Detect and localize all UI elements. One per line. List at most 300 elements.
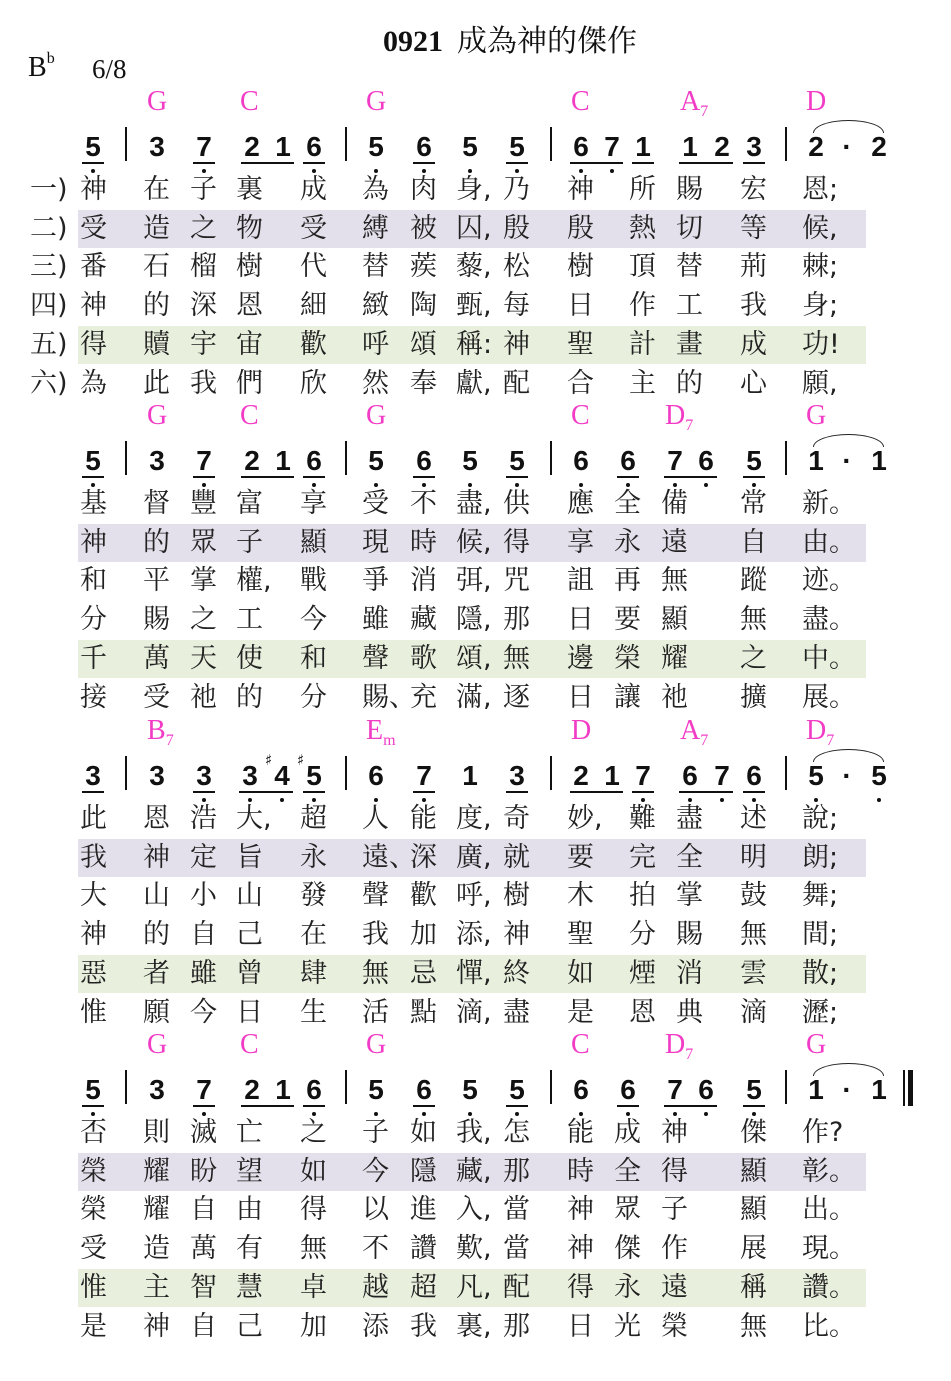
- lyric-syllable: 所: [629, 174, 656, 205]
- barline: [550, 756, 552, 790]
- lyric-syllable: 歡: [300, 328, 327, 360]
- hymn-name: 成為神的傑作: [457, 24, 637, 59]
- lyric-syllable: 己: [236, 919, 263, 951]
- lyric-syllable: 富: [236, 488, 263, 519]
- lyric-syllable: 如: [567, 957, 594, 989]
- lyric-syllable: 樹: [503, 880, 530, 912]
- octave-dot-below: [626, 483, 630, 487]
- chord-symbol: [571, 88, 590, 116]
- lyric-syllable: 恩: [236, 290, 263, 322]
- lyric-syllable: 神: [80, 526, 107, 558]
- lyric-syllable: 稱: [740, 1271, 767, 1303]
- note: 3: [242, 760, 258, 791]
- lyric-syllable: 拍: [629, 880, 656, 912]
- lyric-syllable: 凡,: [456, 1271, 492, 1303]
- lyric-syllable: 分: [80, 604, 107, 636]
- lyric-syllable: 石: [143, 251, 170, 283]
- note: 7: [196, 445, 212, 476]
- lyric-syllable: 萬: [143, 642, 170, 674]
- lyric-syllable: 陶: [410, 290, 437, 322]
- barline: [550, 441, 552, 475]
- lyric-syllable: 迹。: [802, 565, 856, 597]
- chord-symbol: [366, 715, 396, 749]
- lyric-syllable: 神: [567, 1233, 594, 1265]
- lyric-syllable: 基: [80, 488, 107, 519]
- octave-dot-below: [374, 169, 378, 173]
- lyric-syllable: 奇: [503, 803, 530, 834]
- lyric-syllable: 望: [236, 1155, 263, 1187]
- barline: [125, 1070, 127, 1104]
- note: 7: [416, 760, 432, 791]
- lyric-syllable: 恩: [629, 996, 656, 1028]
- octave-dot-below: [312, 1112, 316, 1116]
- lyric-syllable: 添: [362, 1310, 389, 1342]
- lyric-syllable: 有: [236, 1233, 263, 1265]
- lyric-syllable: 神: [567, 174, 594, 205]
- lyric-syllable: 滿,: [456, 681, 492, 713]
- lyric-syllable: 受: [80, 1233, 107, 1265]
- note: 5: [462, 445, 478, 476]
- lyric-syllable: 添,: [456, 919, 492, 951]
- note: 1: [871, 1074, 887, 1105]
- lyric-syllable: 祂: [190, 681, 217, 713]
- chord-root: D: [806, 86, 827, 117]
- lyric-syllable: 神: [80, 290, 107, 322]
- lyric-syllable: 欣: [300, 367, 327, 399]
- lyric-syllable: 耀: [661, 642, 688, 674]
- note: 6: [416, 131, 432, 162]
- lyric-syllable: 子: [362, 1117, 389, 1148]
- lyric-syllable: 之: [740, 642, 767, 674]
- sharp-sign: ♯: [265, 751, 273, 769]
- lyric-syllable: 不: [362, 1233, 389, 1265]
- lyric-syllable: 朗;: [802, 841, 839, 873]
- lyric-syllable: 奉: [410, 367, 437, 399]
- lyric-syllable: 榮: [80, 1155, 107, 1187]
- octave-dot-below: [202, 798, 206, 802]
- lyric-syllable: 被: [410, 212, 437, 244]
- barline: [345, 756, 347, 790]
- lyric-syllable: 超: [410, 1271, 437, 1303]
- note: 6: [573, 131, 589, 162]
- lyric-syllable: 者: [143, 957, 170, 989]
- chord-symbol: [680, 86, 709, 120]
- lyric-syllable: 獻,: [456, 367, 492, 399]
- eighth-underline: [617, 476, 639, 478]
- chord-quality: 7: [685, 1046, 694, 1063]
- lyric-syllable: 惟: [80, 996, 107, 1028]
- chord-symbol: [147, 88, 167, 116]
- lyric-syllable: 賜、: [362, 681, 416, 713]
- lyric-syllable: 享: [567, 526, 594, 558]
- octave-dot-below: [422, 1112, 426, 1116]
- octave-dot-below: [468, 483, 472, 487]
- octave-dot-below: [312, 169, 316, 173]
- lyric-syllable: 加: [300, 1310, 327, 1342]
- chord-symbol: [680, 715, 709, 749]
- chord-root: G: [147, 1029, 168, 1060]
- lyric-syllable: 彰。: [802, 1155, 856, 1187]
- lyric-syllable: 滴,: [456, 996, 492, 1028]
- note: 5: [368, 445, 384, 476]
- lyric-syllable: 萬: [190, 1233, 217, 1265]
- lyric-syllable: 受: [300, 212, 327, 244]
- chord-root: C: [571, 1029, 590, 1060]
- lyric-syllable: 那: [503, 604, 530, 636]
- beam-underline: [664, 476, 717, 478]
- lyric-syllable: 替: [676, 251, 703, 283]
- note: 5: [746, 445, 762, 476]
- lyric-syllable: 天: [190, 642, 217, 674]
- lyric-syllable: 神: [143, 841, 170, 873]
- lyric-syllable: 榴: [190, 251, 217, 283]
- lyric-syllable: 平: [143, 565, 170, 597]
- lyric-syllable: 難: [629, 803, 656, 834]
- eighth-underline: [743, 162, 765, 164]
- lyric-syllable: 消: [410, 565, 437, 597]
- lyric-syllable: 無: [362, 957, 389, 989]
- lyric-syllable: 進: [410, 1194, 437, 1226]
- lyric-syllable: 擴: [740, 681, 767, 713]
- final-barline-thin: [903, 1070, 905, 1106]
- eighth-underline: [303, 791, 325, 793]
- chord-symbol: [240, 1031, 259, 1059]
- chord-root: A: [680, 715, 701, 746]
- lyric-syllable: 然: [362, 367, 389, 399]
- lyric-syllable: 掌: [190, 565, 217, 597]
- lyric-syllable: 典: [676, 996, 703, 1028]
- lyric-syllable: 縛: [362, 212, 389, 244]
- chord-root: G: [806, 400, 827, 431]
- lyric-syllable: 督: [143, 488, 170, 519]
- lyric-syllable: 小: [190, 880, 217, 912]
- lyric-syllable: 在: [300, 919, 327, 951]
- eighth-underline: [303, 1105, 325, 1107]
- lyric-syllable: 煙: [629, 957, 656, 989]
- lyric-syllable: 的: [143, 919, 170, 951]
- eighth-underline: [82, 791, 104, 793]
- note: 6: [698, 445, 714, 476]
- tie-arc: [813, 434, 884, 447]
- lyric-syllable: 受: [143, 681, 170, 713]
- lyric-syllable: 無: [740, 919, 767, 951]
- lyric-syllable: 述: [740, 803, 767, 834]
- lyric-syllable: 永: [614, 526, 641, 558]
- lyric-syllable: 日: [567, 681, 594, 713]
- lyric-syllable: 頌: [410, 328, 437, 360]
- lyric-syllable: 神: [503, 328, 530, 360]
- lyric-syllable: 時: [567, 1155, 594, 1187]
- lyric-syllable: 就: [503, 841, 530, 873]
- lyric-syllable: 雲: [740, 957, 767, 989]
- lyric-syllable: 此: [80, 803, 107, 834]
- octave-dot-below: [610, 169, 614, 173]
- beam-underline: [679, 162, 733, 164]
- lyric-syllable: 的: [676, 367, 703, 399]
- eighth-underline: [506, 476, 528, 478]
- lyric-syllable: 受: [80, 212, 107, 244]
- lyric-syllable: 讚: [410, 1233, 437, 1265]
- lyric-syllable: 能: [410, 803, 437, 834]
- eighth-underline: [506, 162, 528, 164]
- lyric-syllable: 遠、: [362, 841, 416, 873]
- barline: [550, 1070, 552, 1104]
- lyric-syllable: 是: [80, 1310, 107, 1342]
- eighth-underline: [82, 476, 104, 478]
- lyric-syllable: 如: [300, 1155, 327, 1187]
- note: 1: [808, 445, 824, 476]
- lyric-syllable: 全: [614, 1155, 641, 1187]
- octave-dot-below: [688, 798, 692, 802]
- chord-symbol: [147, 402, 167, 430]
- lyric-syllable: 配: [503, 367, 530, 399]
- hymn-title: [0, 16, 951, 60]
- lyric-syllable: 時: [410, 526, 437, 558]
- lyric-syllable: 要: [567, 841, 594, 873]
- lyric-syllable: 要: [614, 604, 641, 636]
- lyric-syllable: 贖: [143, 328, 170, 360]
- lyric-syllable: 今: [190, 996, 217, 1028]
- octave-dot-below: [422, 798, 426, 802]
- chord-quality: 7: [685, 417, 694, 434]
- eighth-underline: [82, 1105, 104, 1107]
- lyric-syllable: 榮: [614, 642, 641, 674]
- octave-dot-below: [468, 169, 472, 173]
- note: 1: [604, 760, 620, 791]
- note: 7: [714, 760, 730, 791]
- lyric-syllable: 爭: [362, 565, 389, 597]
- lyric-syllable: 為: [362, 174, 389, 205]
- lyric-syllable: 子: [236, 526, 263, 558]
- note: 2: [244, 131, 260, 162]
- lyric-syllable: 聖: [567, 919, 594, 951]
- lyric-syllable: 遠: [661, 526, 688, 558]
- hymn-number: 0921: [383, 25, 443, 58]
- lyric-syllable: 替: [362, 251, 389, 283]
- eighth-underline: [193, 791, 215, 793]
- octave-dot-below: [202, 1112, 206, 1116]
- barline: [345, 127, 347, 161]
- note: 7: [196, 131, 212, 162]
- lyric-syllable: 如: [410, 1117, 437, 1148]
- note: 5: [85, 445, 101, 476]
- lyric-syllable: 作: [661, 1233, 688, 1265]
- eighth-underline: [193, 1105, 215, 1107]
- lyric-syllable: 蒺: [410, 251, 437, 283]
- octave-dot-below: [91, 1112, 95, 1116]
- lyric-syllable: 頌,: [456, 642, 492, 674]
- lyric-syllable: 人: [362, 803, 389, 834]
- note: 6: [573, 445, 589, 476]
- octave-dot-below: [202, 169, 206, 173]
- lyric-syllable: 歡: [410, 880, 437, 912]
- lyric-syllable: 全: [676, 841, 703, 873]
- lyric-syllable: 滴: [740, 996, 767, 1028]
- lyric-syllable: 聲: [362, 642, 389, 674]
- octave-dot-below: [704, 483, 708, 487]
- eighth-underline: [617, 1105, 639, 1107]
- chord-root: A: [680, 86, 701, 117]
- note: 3: [509, 760, 525, 791]
- beam-underline: [241, 1105, 294, 1107]
- lyric-syllable: 合: [567, 367, 594, 399]
- chord-root: G: [147, 400, 168, 431]
- lyric-syllable: 囚,: [456, 212, 492, 244]
- lyric-syllable: 成: [740, 328, 767, 360]
- note: 5: [509, 131, 525, 162]
- lyric-syllable: 智: [190, 1271, 217, 1303]
- lyric-syllable: 中。: [802, 642, 856, 674]
- lyric-syllable: 頂: [629, 251, 656, 283]
- note: 5: [509, 445, 525, 476]
- lyric-syllable: 裏: [236, 174, 263, 205]
- eighth-underline: [413, 162, 435, 164]
- tie-arc: [813, 749, 884, 762]
- octave-dot-below: [579, 1112, 583, 1116]
- note: 7: [196, 1074, 212, 1105]
- octave-dot-below: [312, 798, 316, 802]
- lyric-syllable: 造: [143, 1233, 170, 1265]
- lyric-syllable: 出。: [802, 1194, 856, 1226]
- lyric-syllable: 遠: [661, 1271, 688, 1303]
- lyric-syllable: 豐: [190, 488, 217, 519]
- lyric-syllable: 恩: [143, 803, 170, 834]
- octave-dot-below: [91, 169, 95, 173]
- lyric-syllable: 我,: [456, 1117, 492, 1148]
- lyric-syllable: 之: [300, 1117, 327, 1148]
- lyric-syllable: 深: [410, 841, 437, 873]
- note: 3: [149, 445, 165, 476]
- lyric-syllable: 樹: [567, 251, 594, 283]
- lyric-syllable: 之: [190, 212, 217, 244]
- note: 5: [462, 1074, 478, 1105]
- note: 2: [244, 1074, 260, 1105]
- lyric-syllable: 卓: [300, 1271, 327, 1303]
- lyric-syllable: 當: [503, 1233, 530, 1265]
- octave-dot-below: [752, 483, 756, 487]
- octave-dot-below: [626, 1112, 630, 1116]
- chord-quality: 7: [165, 732, 174, 749]
- octave-dot-below: [752, 1112, 756, 1116]
- eighth-underline: [82, 162, 104, 164]
- note: 1: [462, 760, 478, 791]
- note: 1: [275, 445, 291, 476]
- lyric-syllable: 活: [362, 996, 389, 1028]
- lyric-syllable: 的: [143, 290, 170, 322]
- final-barline-thick: [908, 1070, 913, 1106]
- chord-symbol: [366, 88, 386, 116]
- lyric-syllable: 得: [661, 1155, 688, 1187]
- lyric-syllable: 造: [143, 212, 170, 244]
- note: 6: [573, 1074, 589, 1105]
- lyric-syllable: 日: [567, 290, 594, 322]
- lyric-syllable: 永: [300, 841, 327, 873]
- key-accidental: b: [46, 50, 55, 67]
- octave-dot-below: [673, 1112, 677, 1116]
- lyric-syllable: 今: [300, 604, 327, 636]
- lyric-syllable: 接: [80, 681, 107, 713]
- lyric-syllable: 傑: [740, 1117, 767, 1148]
- lyric-syllable: 廣,: [456, 841, 492, 873]
- eighth-underline: [193, 162, 215, 164]
- note: 6: [746, 760, 762, 791]
- lyric-syllable: 主: [143, 1271, 170, 1303]
- note: 2: [871, 131, 887, 162]
- note: 6: [620, 1074, 636, 1105]
- lyric-syllable: 今: [362, 1155, 389, 1187]
- chord-root: D: [806, 715, 827, 746]
- lyric-syllable: 顯: [661, 604, 688, 636]
- lyric-syllable: 深: [190, 290, 217, 322]
- chord-symbol: [806, 715, 835, 749]
- eighth-underline: [303, 162, 325, 164]
- lyric-syllable: 現。: [802, 1233, 856, 1265]
- chord-symbol: [571, 717, 591, 745]
- chord-symbol: [806, 402, 826, 430]
- lyric-syllable: 宙: [236, 328, 263, 360]
- chord-symbol: [147, 715, 174, 749]
- chord-root: G: [147, 86, 168, 117]
- note: 6: [416, 1074, 432, 1105]
- lyric-syllable: 緻: [362, 290, 389, 322]
- lyric-syllable: 加: [410, 919, 437, 951]
- lyric-syllable: 顯: [740, 1155, 767, 1187]
- octave-dot-below: [720, 798, 724, 802]
- chord-root: G: [366, 1029, 387, 1060]
- chord-quality: 7: [700, 103, 709, 120]
- octave-dot-below: [280, 798, 284, 802]
- barline: [785, 441, 787, 475]
- note: 5: [509, 1074, 525, 1105]
- octave-dot-below: [641, 798, 645, 802]
- note: 7: [667, 1074, 683, 1105]
- lyric-syllable: 代: [300, 251, 327, 283]
- lyric-syllable: 子: [190, 174, 217, 205]
- lyric-syllable: 作: [629, 290, 656, 322]
- chord-root: C: [240, 400, 259, 431]
- chord-root: E: [366, 715, 384, 746]
- chord-symbol: [366, 402, 386, 430]
- lyric-syllable: 間;: [802, 919, 839, 951]
- lyric-syllable: 工: [676, 290, 703, 322]
- lyric-syllable: 熱: [629, 212, 656, 244]
- lyric-syllable: 藜,: [456, 251, 492, 283]
- lyric-syllable: 邊: [567, 642, 594, 674]
- lyric-syllable: 比。: [802, 1310, 856, 1342]
- note: ·: [842, 760, 852, 791]
- lyric-syllable: 裏,: [456, 1310, 492, 1342]
- note: 6: [682, 760, 698, 791]
- chord-quality: m: [383, 732, 396, 749]
- note: 5: [808, 760, 824, 791]
- lyric-syllable: 旨: [236, 841, 263, 873]
- lyric-syllable: 自: [190, 1310, 217, 1342]
- chord-root: B: [147, 715, 166, 746]
- chord-root: C: [240, 86, 259, 117]
- lyric-syllable: 隱: [410, 1155, 437, 1187]
- octave-dot-below: [422, 169, 426, 173]
- note: 5: [368, 1074, 384, 1105]
- lyric-syllable: 每: [503, 290, 530, 322]
- lyric-syllable: 全: [614, 488, 641, 519]
- barline: [785, 127, 787, 161]
- lyric-syllable: 新。: [802, 488, 856, 519]
- lyric-syllable: 之: [190, 604, 217, 636]
- lyric-syllable: 畫: [676, 328, 703, 360]
- lyric-syllable: 得: [567, 1271, 594, 1303]
- eighth-underline: [303, 476, 325, 478]
- lyric-syllable: 否: [80, 1117, 107, 1148]
